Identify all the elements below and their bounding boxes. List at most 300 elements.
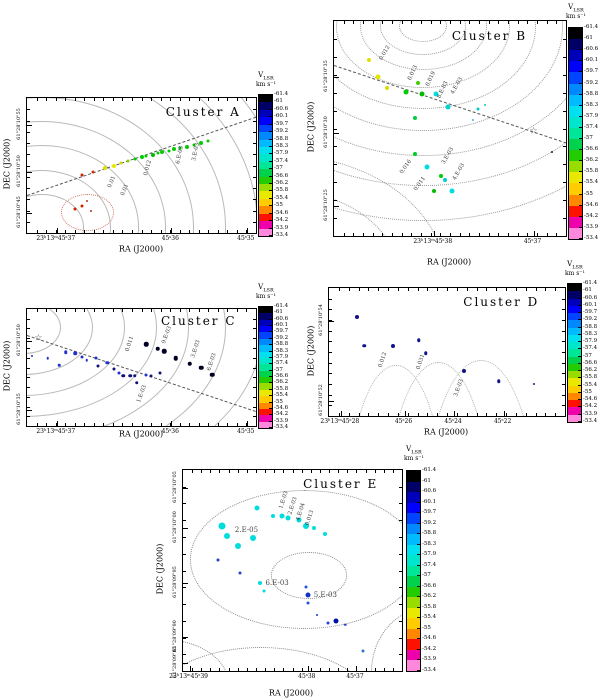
data-point bbox=[31, 355, 33, 357]
colorbar-tick bbox=[269, 198, 272, 199]
data-point bbox=[64, 351, 68, 355]
colorbar-tick-label: -58.3 bbox=[583, 330, 598, 337]
axis-tick bbox=[329, 668, 330, 671]
axis-tick bbox=[311, 470, 312, 473]
axis-tick bbox=[545, 413, 546, 416]
axis-tick bbox=[253, 416, 256, 417]
colorbar-tick bbox=[578, 399, 581, 400]
axis-tick bbox=[142, 423, 143, 426]
data-point bbox=[238, 571, 241, 574]
axis-tick bbox=[27, 407, 30, 408]
axis-tick bbox=[545, 288, 546, 291]
axis-tick bbox=[392, 21, 393, 24]
axis-tick bbox=[421, 233, 422, 236]
axis-tick bbox=[363, 21, 364, 24]
colorbar-tick-label: -54.6 bbox=[583, 396, 598, 403]
axis-tick bbox=[536, 413, 537, 416]
axis-tick bbox=[496, 288, 497, 291]
axis-tick bbox=[382, 233, 383, 236]
data-point bbox=[185, 145, 189, 149]
axis-tick bbox=[94, 230, 95, 233]
colorbar-tick-label: -60.6 bbox=[274, 105, 289, 112]
colorbar-tick-label: -54.2 bbox=[583, 403, 598, 410]
axis-tick bbox=[329, 401, 334, 402]
data-point bbox=[363, 344, 367, 348]
axis-tick bbox=[334, 146, 337, 147]
axis-tick bbox=[320, 668, 321, 671]
data-point bbox=[361, 649, 364, 652]
axis-tick bbox=[183, 637, 188, 638]
contour-label: 8.E-03 bbox=[436, 80, 450, 100]
data-point bbox=[126, 160, 129, 163]
axis-tick bbox=[253, 358, 256, 359]
colorbar-tick-label: -57.9 bbox=[584, 112, 599, 119]
axis-tick bbox=[408, 413, 409, 416]
axis-tick bbox=[218, 98, 219, 101]
colorbar-tick bbox=[578, 283, 581, 284]
colorbar-tick-label: -56.2 bbox=[274, 379, 289, 386]
data-point bbox=[58, 364, 61, 367]
colorbar-tick bbox=[579, 94, 582, 95]
axis-tick bbox=[65, 423, 66, 426]
colorbar-tick-label: -58.8 bbox=[422, 530, 437, 537]
axis-tick bbox=[37, 98, 38, 101]
data-point bbox=[312, 526, 316, 530]
data-point bbox=[219, 523, 226, 530]
axis-tick bbox=[418, 413, 419, 416]
axis-tick bbox=[563, 182, 566, 183]
axis-tick bbox=[329, 405, 332, 406]
colorbar-tick-label: -56.6 bbox=[584, 146, 599, 153]
data-point bbox=[80, 355, 83, 358]
axis-tick bbox=[170, 309, 171, 312]
data-point bbox=[443, 178, 447, 182]
axis-tick bbox=[57, 228, 58, 233]
axis-tick bbox=[192, 668, 193, 671]
contour-label: 4.E-04 bbox=[295, 502, 307, 522]
axis-tick bbox=[563, 146, 566, 147]
axis-tick bbox=[237, 423, 238, 426]
colorbar-tick bbox=[269, 235, 272, 236]
axis-tick bbox=[122, 423, 123, 426]
axis-tick bbox=[384, 668, 385, 671]
axis-tick bbox=[218, 309, 219, 312]
axis-tick bbox=[227, 309, 228, 312]
panel-title: Cluster A bbox=[165, 104, 241, 119]
colorbar-tick-label: -54.6 bbox=[584, 201, 599, 208]
axis-tick bbox=[382, 21, 383, 24]
contour-label: 0.011 bbox=[124, 335, 136, 353]
contour-label: 9.E-03 bbox=[160, 325, 173, 345]
axis-tick bbox=[142, 98, 143, 101]
colorbar-tick bbox=[417, 533, 420, 534]
axis-tick bbox=[457, 413, 458, 416]
axis-tick bbox=[46, 309, 47, 312]
axis-tick bbox=[508, 21, 509, 24]
data-point bbox=[476, 108, 479, 111]
axis-tick bbox=[375, 668, 376, 671]
axis-tick bbox=[237, 230, 238, 233]
axis-tick bbox=[393, 668, 394, 671]
colorbar-tick-label: -57 bbox=[583, 352, 592, 359]
axis-tick bbox=[349, 288, 350, 291]
colorbar-tick-label: -59.7 bbox=[584, 68, 599, 75]
y-axis-title: DEC (J2000) bbox=[155, 543, 165, 595]
colorbar-tick bbox=[579, 205, 582, 206]
colorbar-tick-label: -59.7 bbox=[274, 328, 289, 335]
colorbar-tick bbox=[579, 138, 582, 139]
data-point bbox=[117, 372, 120, 375]
colorbar-tick-label: -60.1 bbox=[274, 322, 289, 329]
colorbar-tick-label: -53.4 bbox=[584, 235, 599, 241]
tick-label: 23ʰ13ᵐ45ˢ37 bbox=[36, 235, 76, 242]
tick-label: 45ˢ37 bbox=[523, 238, 542, 245]
axis-tick bbox=[103, 423, 104, 426]
x-axis-title: RA (J2000) bbox=[426, 257, 472, 267]
y-axis-title: DEC (J2000) bbox=[2, 340, 12, 392]
axis-tick bbox=[27, 213, 32, 214]
colorbar-tick bbox=[578, 319, 581, 320]
axis-tick bbox=[189, 423, 190, 426]
data-point bbox=[326, 621, 329, 624]
axis-tick bbox=[447, 413, 448, 416]
data-point bbox=[174, 356, 179, 361]
colorbar-tick-label: -61 bbox=[422, 477, 431, 484]
axis-tick bbox=[201, 668, 202, 671]
colorbar-tick-label: -60.6 bbox=[584, 46, 599, 53]
panel-title: Cluster E bbox=[303, 477, 379, 492]
colorbar-tick-label: -57.9 bbox=[274, 353, 289, 360]
panel-title: Cluster D bbox=[463, 295, 540, 310]
axis-tick bbox=[183, 554, 186, 555]
axis-tick bbox=[334, 200, 337, 201]
x-axis-title: RA (J2000) bbox=[118, 429, 164, 439]
axis-tick bbox=[508, 233, 509, 236]
axis-tick bbox=[190, 666, 191, 671]
axis-tick bbox=[563, 57, 566, 58]
colorbar-tick-label: -57.4 bbox=[274, 360, 289, 367]
feature-label: 5.E-03 bbox=[313, 590, 337, 599]
colorbar-tick-label: -53.4 bbox=[274, 232, 289, 238]
axis-tick bbox=[253, 397, 256, 398]
axis-tick bbox=[516, 288, 517, 291]
colorbar-tick-label: -54.2 bbox=[274, 411, 289, 418]
axis-tick bbox=[334, 218, 337, 219]
axis-tick bbox=[247, 228, 248, 233]
contour-label: 0.01 bbox=[106, 174, 117, 189]
axis-tick bbox=[562, 363, 565, 364]
colorbar-tick-label: -57.9 bbox=[422, 551, 437, 558]
colorbar-tick bbox=[579, 60, 582, 61]
colorbar-tick-label: -60.6 bbox=[274, 315, 289, 322]
axis-tick bbox=[302, 668, 303, 671]
colorbar-tick bbox=[578, 305, 581, 306]
panel-title: Cluster B bbox=[451, 29, 528, 44]
colorbar-tick-label: -55.8 bbox=[584, 168, 599, 175]
colorbar-tick-label: -56.2 bbox=[274, 180, 289, 187]
axis-tick bbox=[479, 233, 480, 236]
colorbar-tick bbox=[578, 341, 581, 342]
axis-tick bbox=[363, 233, 364, 236]
data-point bbox=[160, 150, 164, 154]
tick-label: 45ˢ38 bbox=[298, 673, 316, 680]
axis-tick bbox=[210, 470, 211, 473]
x-axis-title: RA (J2000) bbox=[423, 427, 469, 437]
axis-tick bbox=[457, 288, 458, 291]
contour-label: 1.E-03 bbox=[135, 384, 148, 404]
axis-tick bbox=[437, 413, 438, 416]
data-point bbox=[199, 365, 204, 370]
colorbar-tick bbox=[269, 427, 272, 428]
colorbar-tick-label: -55.4 bbox=[583, 381, 598, 388]
axis-tick bbox=[359, 413, 360, 416]
colorbar-tick bbox=[269, 139, 272, 140]
colorbar-tick-label: -59.7 bbox=[274, 120, 289, 127]
colorbar-tick bbox=[578, 370, 581, 371]
colorbar-tick-label: -61 bbox=[274, 98, 283, 105]
axis-tick bbox=[562, 331, 565, 332]
colorbar-tick-label: -58.8 bbox=[583, 323, 598, 330]
axis-tick bbox=[219, 668, 220, 671]
colorbar-tick bbox=[269, 344, 272, 345]
contour-label: 1.E-03 bbox=[278, 490, 290, 510]
colorbar-tick bbox=[269, 312, 272, 313]
contour-label: 0.031 bbox=[415, 353, 427, 371]
axis-tick bbox=[253, 377, 256, 378]
data-point bbox=[420, 92, 425, 97]
axis-tick bbox=[27, 199, 30, 200]
axis-tick bbox=[399, 587, 402, 588]
axis-tick bbox=[122, 309, 123, 312]
data-point bbox=[250, 535, 256, 541]
axis-tick bbox=[27, 397, 30, 398]
colorbar-tick-label: -55 bbox=[422, 624, 431, 631]
axis-tick bbox=[253, 319, 256, 320]
axis-tick bbox=[56, 98, 57, 101]
axis-tick bbox=[349, 413, 350, 416]
axis-tick bbox=[201, 470, 202, 473]
axis-tick bbox=[339, 413, 340, 416]
axis-tick bbox=[562, 352, 565, 353]
axis-tick bbox=[378, 413, 379, 416]
colorbar-tick bbox=[269, 395, 272, 396]
axis-tick bbox=[170, 98, 171, 101]
colorbar-tick-label: -53.9 bbox=[274, 417, 289, 424]
axis-tick bbox=[253, 211, 256, 212]
axis-tick bbox=[171, 228, 172, 233]
colorbar-tick bbox=[269, 402, 272, 403]
colorbar-tick-label: -57.9 bbox=[274, 150, 289, 157]
colorbar-units: km s⁻¹ bbox=[565, 269, 585, 277]
data-point bbox=[156, 152, 159, 155]
tick-label: 61°28'10"35 bbox=[16, 392, 22, 425]
axis-tick bbox=[563, 129, 566, 130]
axis-tick bbox=[180, 309, 181, 312]
axis-tick bbox=[183, 621, 186, 622]
data-point bbox=[258, 581, 262, 585]
axis-tick bbox=[274, 668, 275, 671]
colorbar-title-vlsr: $V_{LSR}$ bbox=[258, 71, 274, 82]
colorbar-tick bbox=[417, 554, 420, 555]
colorbar-tick-label: -56.6 bbox=[274, 373, 289, 380]
axis-tick bbox=[180, 423, 181, 426]
colorbar-tick-label: -55.8 bbox=[274, 385, 289, 392]
contour-label: 0.016 bbox=[398, 159, 413, 176]
data-point bbox=[167, 149, 170, 152]
cluster-e-plot bbox=[182, 469, 403, 672]
axis-tick bbox=[334, 93, 337, 94]
axis-tick bbox=[283, 470, 284, 473]
axis-tick bbox=[246, 98, 247, 101]
axis-tick bbox=[199, 98, 200, 101]
colorbar-tick-label: -55.8 bbox=[583, 374, 598, 381]
colorbar-tick-label: -53.9 bbox=[583, 410, 598, 417]
tick-label: 61°28'10"50 bbox=[16, 155, 22, 188]
tick-label: 45ˢ35 bbox=[237, 428, 255, 435]
colorbar-tick-label: -57 bbox=[584, 135, 593, 142]
colorbar-units: km s⁻¹ bbox=[404, 454, 424, 462]
tick-label: 23ʰ13ᵐ45ˢ37 bbox=[36, 428, 76, 435]
axis-tick bbox=[253, 199, 256, 200]
colorbar-units: km s⁻¹ bbox=[256, 292, 276, 300]
data-point bbox=[424, 165, 429, 170]
tick-label: 61°28'10"25 bbox=[323, 189, 329, 221]
axis-tick bbox=[375, 470, 376, 473]
y-axis-title: DEC (J2000) bbox=[306, 101, 316, 153]
axis-tick bbox=[408, 288, 409, 291]
colorbar-tick bbox=[579, 83, 582, 84]
star-marker: ☆ bbox=[34, 333, 43, 344]
data-point bbox=[162, 349, 167, 354]
axis-tick bbox=[378, 288, 379, 291]
colorbar-tick-label: -55.4 bbox=[584, 179, 599, 186]
panel-title: Cluster C bbox=[160, 313, 237, 328]
colorbar-tick bbox=[578, 298, 581, 299]
axis-tick bbox=[334, 129, 337, 130]
axis-tick bbox=[27, 172, 32, 173]
axis-tick bbox=[237, 309, 238, 312]
axis-tick bbox=[402, 233, 403, 236]
axis-tick bbox=[94, 423, 95, 426]
axis-tick bbox=[113, 423, 114, 426]
tick-label: 61°28'10"30 bbox=[323, 115, 329, 148]
colorbar-tick bbox=[579, 160, 582, 161]
axis-tick bbox=[334, 206, 339, 207]
axis-tick bbox=[334, 111, 337, 112]
colorbar-tick-label: -58.3 bbox=[274, 142, 289, 149]
contour-label: 0.012 bbox=[378, 44, 392, 62]
colorbar-tick-label: -55.8 bbox=[274, 187, 289, 194]
colorbar-tick bbox=[269, 146, 272, 147]
axis-tick bbox=[329, 321, 334, 322]
data-point bbox=[94, 357, 97, 360]
axis-tick bbox=[253, 407, 256, 408]
data-point bbox=[391, 344, 395, 348]
colorbar-tick-label: -56.2 bbox=[583, 367, 598, 374]
data-point bbox=[385, 86, 389, 90]
axis-tick bbox=[477, 413, 478, 416]
axis-tick bbox=[338, 668, 339, 671]
axis-tick bbox=[302, 470, 303, 473]
data-point bbox=[484, 104, 486, 106]
colorbar-tick bbox=[269, 190, 272, 191]
colorbar-tick-label: -57.4 bbox=[584, 123, 599, 130]
data-point bbox=[113, 367, 116, 370]
axis-tick bbox=[347, 668, 348, 671]
colorbar-tick bbox=[578, 312, 581, 313]
axis-tick bbox=[555, 288, 556, 291]
axis-tick bbox=[27, 410, 32, 411]
data-point bbox=[144, 342, 149, 347]
colorbar bbox=[568, 27, 583, 240]
axis-tick bbox=[399, 654, 402, 655]
data-point bbox=[121, 374, 125, 378]
axis-tick bbox=[341, 411, 342, 416]
contour-label: 4.E-03 bbox=[452, 162, 467, 181]
data-point bbox=[149, 374, 152, 377]
data-point bbox=[128, 374, 132, 378]
axis-tick bbox=[183, 604, 186, 605]
axis-tick bbox=[366, 668, 367, 671]
axis-tick bbox=[454, 411, 455, 416]
colorbar-tick bbox=[579, 182, 582, 183]
axis-tick bbox=[469, 21, 470, 24]
y-axis-title: DEC (J2000) bbox=[2, 138, 12, 190]
axis-tick bbox=[256, 470, 257, 473]
axis-tick bbox=[329, 384, 332, 385]
axis-tick bbox=[229, 668, 230, 671]
axis-tick bbox=[556, 21, 557, 24]
axis-tick bbox=[368, 288, 369, 291]
colorbar-tick-label: -55.4 bbox=[422, 614, 437, 621]
axis-tick bbox=[253, 143, 256, 144]
axis-tick bbox=[399, 638, 402, 639]
axis-tick bbox=[122, 98, 123, 101]
cluster-a-plot bbox=[26, 97, 257, 234]
axis-tick bbox=[399, 503, 402, 504]
axis-tick bbox=[65, 309, 66, 312]
feature-label: 6.E-03 bbox=[265, 578, 289, 587]
colorbar-tick-label: -53.9 bbox=[274, 224, 289, 231]
axis-tick bbox=[183, 654, 186, 655]
axis-tick bbox=[489, 21, 490, 24]
axis-tick bbox=[518, 233, 519, 236]
axis-tick bbox=[183, 537, 186, 538]
colorbar-tick bbox=[417, 481, 420, 482]
axis-tick bbox=[504, 411, 505, 416]
axis-tick bbox=[440, 21, 441, 24]
axis-tick bbox=[253, 188, 256, 189]
axis-tick bbox=[526, 288, 527, 291]
axis-tick bbox=[556, 233, 557, 236]
axis-tick bbox=[183, 571, 186, 572]
axis-tick bbox=[562, 299, 565, 300]
colorbar-tick bbox=[579, 216, 582, 217]
axis-tick bbox=[57, 421, 58, 426]
axis-tick bbox=[431, 233, 432, 236]
y-axis-title: DEC (J2000) bbox=[306, 325, 316, 377]
axis-tick bbox=[132, 423, 133, 426]
axis-tick bbox=[27, 109, 30, 110]
axis-tick bbox=[555, 413, 556, 416]
colorbar-tick-label: -55 bbox=[584, 190, 593, 197]
axis-tick bbox=[421, 21, 422, 24]
cluster-c-plot bbox=[26, 308, 257, 427]
axis-tick bbox=[142, 309, 143, 312]
axis-tick bbox=[75, 230, 76, 233]
data-point bbox=[355, 315, 359, 319]
contour-label: 3.E-03 bbox=[191, 142, 202, 162]
